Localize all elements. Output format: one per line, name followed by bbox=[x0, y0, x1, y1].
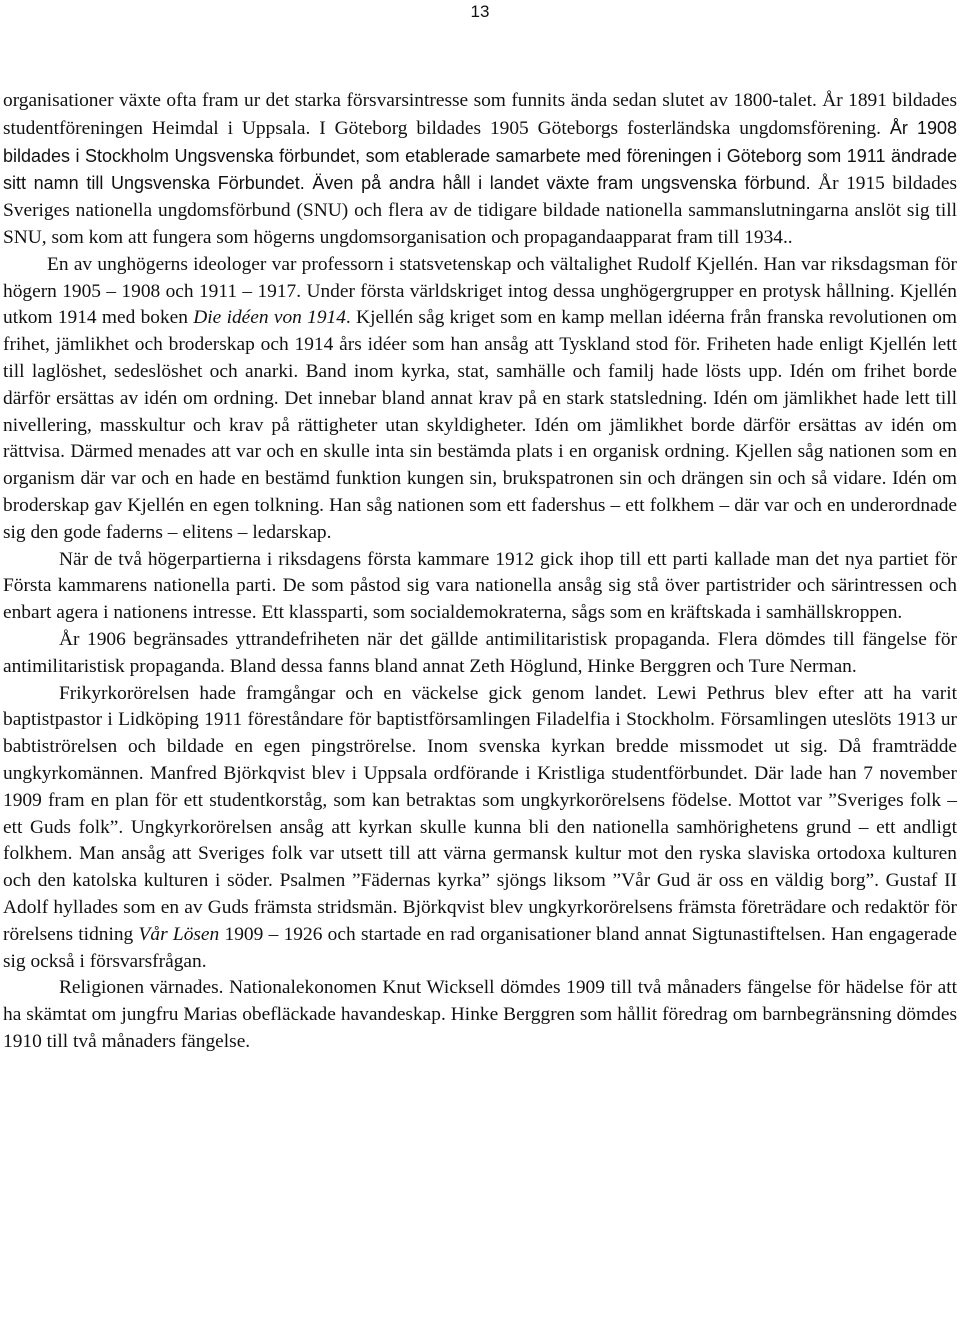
newspaper-title: Vår Lösen bbox=[138, 923, 220, 945]
paragraph bbox=[3, 627, 957, 681]
text-run: Frikyrkorörelsen hade framgångar och en väckelse gick genom landet. Lewi Pethrus blev efter att ha varit baptistpastor i Lidköping 1911 föreståndare för baptistförsamlingen Filadelfia i Stockholm. Församlingen uteslöts 1913 ur babtiströrelsen och bildade en egen pingströrelse. Inom svenska kyrkan bredde missmodet ut sig. Då framträdde ungkyrkomännen. Manfred Björkqvist blev i Uppsala ordförande i Kristliga studentförbundet. Där lade han 7 november 1909 fram en plan för ett studentkorståg, som kan betraktas som ungkyrkorörelsens födelse. Mottot var ”Sveriges folk – ett Guds folk”. Ungkyrkorörelsen ansåg att kyrkan skulle kunna bli den nationella samhörighetens grund – ett andligt folkhem. Man ansåg att Sveriges folk var utsett till att värna germansk kultur mot den ryska slaviska ortodoxa kulturen och den katolska kulturen i söder. Psalmen ”Fädernas kyrka” sjöngs liksom ”Vår Gud är oss en väldig borg”. Gustaf II Adolf hyllades som en av Guds främsta stridsmän. Björkqvist blev ungkyrkorörelsens främsta företrädare och redaktör för rörelsens tidning bbox=[3, 682, 957, 945]
text-run: . Kjellén såg kriget som en kamp mellan idéerna från franska revolutionen om frihet, jämlikhet och broderskap och 1914 års idéer som han ansåg att Tyskland stod för. Friheten hade enligt Kjellén lett till laglöshet, sedeslöshet och anarki. Band inom kyrka, stat, samhälle och familj hade lösts upp. Idén om frihet borde därför ersättas av idén om ordning. Det innebar bland annat krav på en stark statsledning. Idén om jämlikhet hade lett till nivellering, masskultur och krav på rättigheter utan skyldigheter. Idén om jämlikhet borde därför ersättas av idén om rättvisa. Därmed menades att var och en skulle inta sin bestämda plats i en organisk ordning. Kjellen såg nationen som en organism där var och en hade en bestämd funktion kungen sin, brukspatronen sin och drängen sin och så vidare. Idén om broderskap gav Kjellén en egen tolkning. Han såg nationen som ett fadershus – ett folkhem – där var och en underordnade sig den gode faderns – elitens – ledarskap. bbox=[3, 307, 957, 543]
paragraph bbox=[3, 88, 957, 252]
text-run: organisationer växte ofta fram ur det starka försvarsintresse som funnits ända sedan slutet av 1800-talet. År 1891 bildades studentföreningen Heimdal i Uppsala. I Göteborg bildades 1905 Göteborgs fosterländska ungdomsförening. bbox=[3, 90, 957, 139]
paragraph bbox=[3, 252, 957, 547]
page-number: 13 bbox=[470, 2, 490, 21]
body-text bbox=[3, 88, 957, 1056]
paragraph bbox=[3, 547, 957, 627]
book-title: Die idéen von 1914 bbox=[193, 307, 346, 329]
paragraph bbox=[3, 681, 957, 976]
text-run: En av unghögerns ideologer var professorn i statsvetenskap och vältalighet Rudolf Kjellén. Han var riksdagsman för högern 1905 – 1908 och 1911 – 1917. Under första världskriget intog dessa unghögergrupper en protysk hållning. Kjellén utkom 1914 med boken bbox=[3, 253, 957, 329]
text-run: Religionen värnades. Nationalekonomen Knut Wicksell dömdes 1909 till två månaders fängelse för hädelse för att ha skämtat om jungfru Marias obefläckade havandeskap. Hinke Berggren som hållit föredrag om barnbegränsning dömdes 1910 till två månaders fängelse. bbox=[3, 977, 957, 1052]
text-run-sans: År 1908 bildades i Stockholm Ungsvenska förbundet, som etablerade samarbete med föreningen i Göteborg som 1911 ändrade sitt namn till Ungsvenska Förbundet. Även på andra håll i landet växte fram ungsvenska förbund. bbox=[3, 117, 957, 194]
text-run: År 1915 bildades Sveriges nationella ungdomsförbund (SNU) och flera av de tidigare bildade nationella sammanslutningarna anslöt sig till SNU, som kom att fungera som högerns ungdomsorganisation och propagandaapparat fram till 1934.. bbox=[3, 173, 957, 248]
text-run: År 1906 begränsades yttrandefriheten när det gällde antimilitaristisk propaganda. Flera dömdes till fängelse för antimilitaristisk propaganda. Bland dessa fanns bland annat Zeth Höglund, Hinke Berggren och Ture Nerman. bbox=[3, 628, 957, 677]
text-run: 1909 – 1926 och startade en rad organisationer bland annat Sigtunastiftelsen. Han engagerade sig också i försvarsfrågan. bbox=[3, 923, 958, 972]
paragraph bbox=[3, 975, 957, 1055]
text-run: När de två högerpartierna i riksdagens första kammare 1912 gick ihop till ett parti kallade man det nya partiet för Första kammarens nationella parti. De som påstod sig vara nationella ansåg sig stå över partistrider och särintressen och enbart agera i nationens intresse. Ett klassparti, som socialdemokraterna, sågs som en kräftskada i samhällskroppen. bbox=[3, 548, 957, 624]
